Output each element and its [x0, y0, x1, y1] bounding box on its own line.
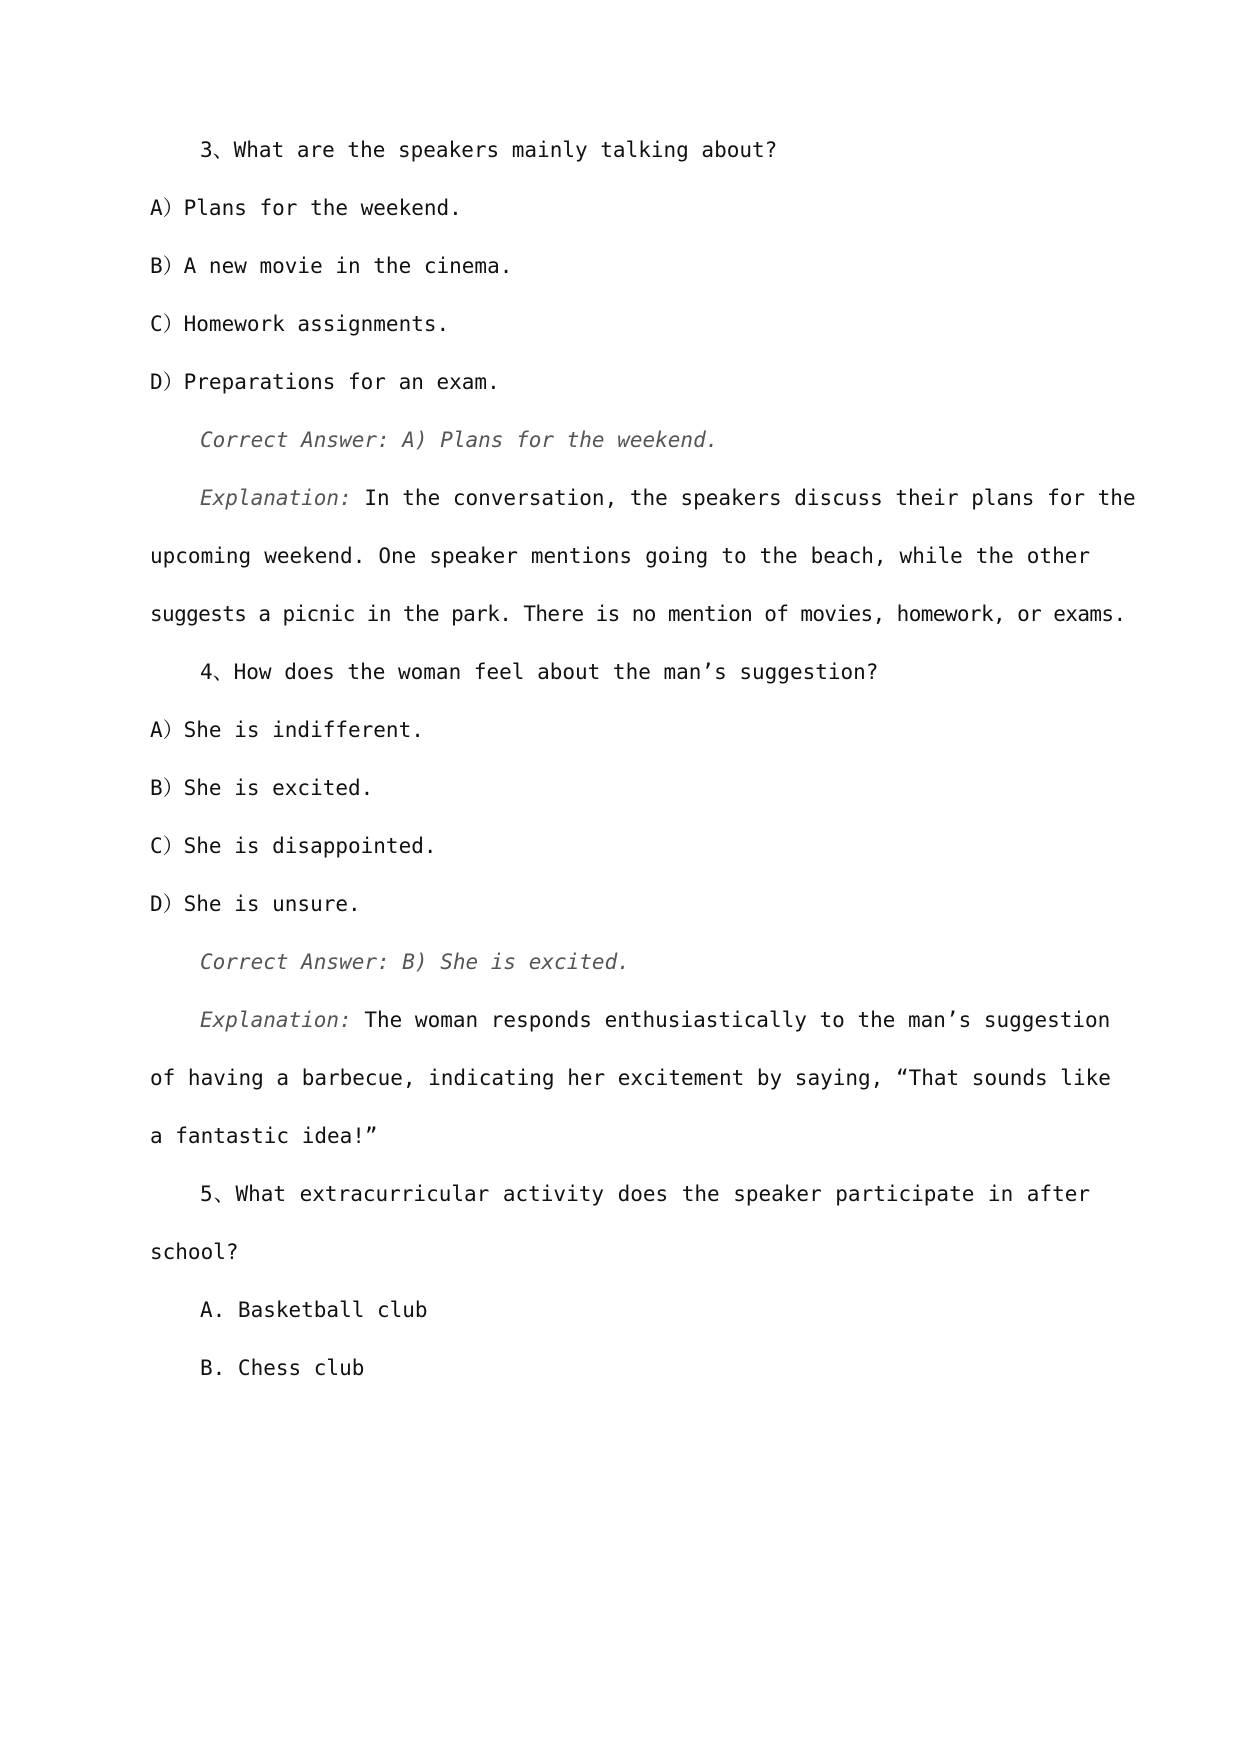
question-5-stem-line-1: 5、What extracurricular activity does the speaker participate in after: [200, 1182, 1090, 1206]
question-4-option-b: B）She is excited.: [150, 776, 374, 800]
question-4-option-c: C）She is disappointed.: [150, 834, 437, 858]
question-4-explanation-line-2: of having a barbecue, indicating her excitement by saying, “That sounds like: [150, 1066, 1111, 1090]
question-4-explanation-line-3: a fantastic idea!”: [150, 1124, 378, 1148]
question-3-explanation-line-1: [200, 483, 1136, 513]
question-3-option-c: C）Homework assignments.: [150, 312, 450, 336]
question-4-correct-answer: Correct Answer: B) She is excited.: [200, 950, 630, 974]
question-4-option-d: D）She is unsure.: [150, 892, 361, 916]
question-3-explanation-line-2: upcoming weekend. One speaker mentions going to the beach, while the other: [150, 544, 1090, 568]
question-5-stem-line-2: school?: [150, 1240, 239, 1264]
explanation-text: In the conversation, the speakers discuss their plans for the: [351, 486, 1136, 510]
explanation-label: Explanation:: [200, 1008, 352, 1032]
explanation-text: The woman responds enthusiastically to the man’s suggestion: [351, 1008, 1111, 1032]
question-3-option-b: B）A new movie in the cinema.: [150, 254, 513, 278]
question-3-option-d: D）Preparations for an exam.: [150, 370, 500, 394]
question-4-option-a: A）She is indifferent.: [150, 718, 424, 742]
question-3-stem: 3、What are the speakers mainly talking about?: [200, 138, 778, 162]
question-3-correct-answer: Correct Answer: A) Plans for the weekend.: [200, 428, 719, 452]
explanation-label: Explanation:: [200, 486, 352, 510]
question-5-option-a: A. Basketball club: [200, 1298, 428, 1322]
question-3-option-a: A）Plans for the weekend.: [150, 196, 462, 220]
question-4-stem: 4、How does the woman feel about the man’s suggestion?: [200, 660, 879, 684]
question-4-explanation-line-1: [200, 1005, 1111, 1035]
question-5-option-b: B. Chess club: [200, 1356, 365, 1380]
question-3-explanation-line-3: suggests a picnic in the park. There is no mention of movies, homework, or exams.: [150, 602, 1126, 626]
